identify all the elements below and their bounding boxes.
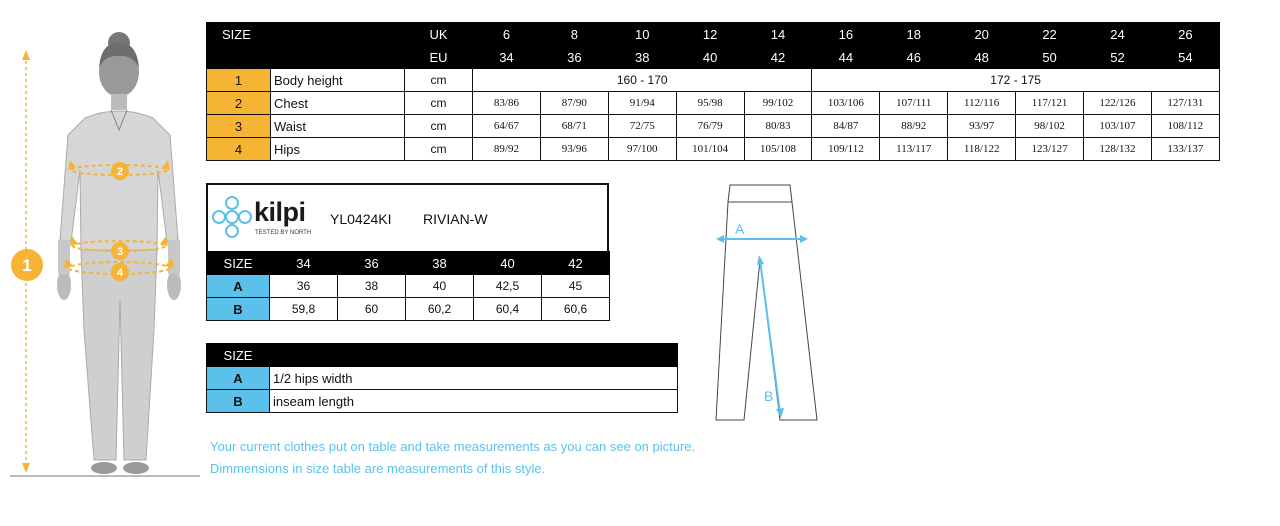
table-cell: 133/137: [1151, 138, 1219, 161]
brand-logo: kilpi: [254, 197, 306, 227]
uk-size: 24: [1084, 23, 1152, 46]
table-cell: 91/94: [608, 92, 676, 115]
uk-size-row: [207, 23, 1220, 46]
table-cell: 99/102: [744, 92, 812, 115]
table-cell: 80/83: [744, 115, 812, 138]
height-marker-1: [10, 248, 44, 282]
eu-size: 42: [744, 46, 812, 69]
eu-size: 50: [1016, 46, 1084, 69]
hips-row: [207, 138, 1220, 161]
eu-size: 54: [1151, 46, 1219, 69]
uk-size: 10: [608, 23, 676, 46]
eu-size: 46: [880, 46, 948, 69]
body-height-row: [207, 69, 1220, 92]
row-number: 2: [207, 92, 271, 115]
table-cell: 105/108: [744, 138, 812, 161]
product-row-b: [207, 298, 610, 321]
svg-text:4: 4: [116, 267, 124, 279]
eu-size: 34: [473, 46, 541, 69]
eu-size: 36: [540, 46, 608, 69]
hips-marker-4: [110, 262, 130, 282]
header-spacer: [270, 344, 678, 367]
table-cell: 103/107: [1084, 115, 1152, 138]
pants-label-b: B: [764, 388, 774, 404]
legend-row-b: [207, 390, 678, 413]
svg-text:1: 1: [22, 256, 32, 275]
product-size: 42: [542, 252, 610, 275]
table-cell: 128/132: [1084, 138, 1152, 161]
size-table-note: Dimmensions in size table are measurements of this style.: [210, 461, 546, 476]
row-label: A: [207, 367, 270, 390]
table-cell: 72/75: [608, 115, 676, 138]
svg-text:3: 3: [116, 246, 124, 258]
eu-label: EU: [405, 46, 473, 69]
product-name: RIVIAN-W: [423, 211, 488, 227]
row-number: 1: [207, 69, 271, 92]
table-cell: 68/71: [540, 115, 608, 138]
table-cell: 45: [542, 275, 610, 298]
pants-diagram: [700, 180, 825, 430]
table-cell: 60,6: [542, 298, 610, 321]
product-size: 40: [474, 252, 542, 275]
waist-marker-3: [110, 241, 130, 261]
size-header: SIZE: [207, 252, 270, 275]
table-cell: 101/104: [676, 138, 744, 161]
row-label: B: [207, 390, 270, 413]
table-cell: 59,8: [270, 298, 338, 321]
table-cell: 64/67: [473, 115, 541, 138]
uk-size: 20: [948, 23, 1016, 46]
row-label: Hips: [271, 138, 405, 161]
table-cell: 95/98: [676, 92, 744, 115]
table-cell: 109/112: [812, 138, 880, 161]
eu-size: 40: [676, 46, 744, 69]
row-unit: cm: [405, 115, 473, 138]
uk-size: 14: [744, 23, 812, 46]
product-row-a: [207, 275, 610, 298]
eu-size: 38: [608, 46, 676, 69]
header-spacer: [207, 46, 271, 69]
table-cell: 93/96: [540, 138, 608, 161]
kilpi-knot-logo-icon: [212, 195, 252, 239]
row-label: B: [207, 298, 270, 321]
table-cell: 98/102: [1016, 115, 1084, 138]
table-cell: 107/111: [880, 92, 948, 115]
uk-size: 6: [473, 23, 541, 46]
table-cell: 87/90: [540, 92, 608, 115]
eu-size-row: [207, 46, 1220, 69]
eu-size: 48: [948, 46, 1016, 69]
product-size-header-row: [207, 252, 610, 275]
product-code: YL0424KI: [330, 211, 392, 227]
row-unit: cm: [405, 92, 473, 115]
size-header: SIZE: [207, 23, 271, 46]
uk-size: 26: [1151, 23, 1219, 46]
product-size: 34: [270, 252, 338, 275]
chest-row: [207, 92, 1220, 115]
measurement-instruction: Your current clothes put on table and take measurements as you can see on picture.: [210, 439, 696, 454]
uk-size: 22: [1016, 23, 1084, 46]
table-cell: 113/117: [880, 138, 948, 161]
table-cell: 123/127: [1016, 138, 1084, 161]
table-cell: 93/97: [948, 115, 1016, 138]
legend-header-row: [207, 344, 678, 367]
brand-tagline: TESTED BY NORTH: [255, 230, 312, 236]
table-cell: 83/86: [473, 92, 541, 115]
body-measurement-figure: [0, 0, 205, 526]
table-cell: 60: [338, 298, 406, 321]
table-cell: 84/87: [812, 115, 880, 138]
table-cell: 40: [406, 275, 474, 298]
table-cell: 76/79: [676, 115, 744, 138]
row-label: Waist: [271, 115, 405, 138]
measurement-legend-table: [206, 343, 678, 413]
chest-marker-2: [110, 161, 130, 181]
uk-size: 18: [880, 23, 948, 46]
table-cell: 112/116: [948, 92, 1016, 115]
waist-row: [207, 115, 1220, 138]
row-label: Chest: [271, 92, 405, 115]
uk-size: 12: [676, 23, 744, 46]
row-label: Body height: [271, 69, 405, 92]
uk-size: 8: [540, 23, 608, 46]
uk-label: UK: [405, 23, 473, 46]
table-cell: 89/92: [473, 138, 541, 161]
height-range: 172 - 175: [812, 69, 1219, 92]
height-range: 160 - 170: [473, 69, 812, 92]
product-measure-table: [206, 251, 610, 321]
row-unit: cm: [405, 138, 473, 161]
row-label: A: [207, 275, 270, 298]
table-cell: 36: [270, 275, 338, 298]
product-size: 38: [406, 252, 474, 275]
size-header: SIZE: [207, 344, 270, 367]
table-cell: 38: [338, 275, 406, 298]
table-cell: 117/121: [1016, 92, 1084, 115]
table-cell: 127/131: [1151, 92, 1219, 115]
svg-text:2: 2: [116, 166, 124, 178]
table-cell: 60,4: [474, 298, 542, 321]
eu-size: 52: [1084, 46, 1152, 69]
table-cell: 97/100: [608, 138, 676, 161]
body-size-table: [206, 22, 1220, 161]
eu-size: 44: [812, 46, 880, 69]
table-cell: 118/122: [948, 138, 1016, 161]
table-cell: 42,5: [474, 275, 542, 298]
table-cell: 122/126: [1084, 92, 1152, 115]
row-number: 3: [207, 115, 271, 138]
table-cell: 108/112: [1151, 115, 1219, 138]
product-size: 36: [338, 252, 406, 275]
table-cell: 88/92: [880, 115, 948, 138]
product-header: [206, 183, 609, 251]
pants-label-a: A: [735, 221, 745, 237]
uk-size: 16: [812, 23, 880, 46]
row-number: 4: [207, 138, 271, 161]
legend-description: 1/2 hips width: [270, 367, 678, 390]
legend-description: inseam length: [270, 390, 678, 413]
legend-row-a: [207, 367, 678, 390]
header-spacer: [271, 46, 405, 69]
table-cell: 60,2: [406, 298, 474, 321]
row-unit: cm: [405, 69, 473, 92]
header-spacer: [271, 23, 405, 46]
table-cell: 103/106: [812, 92, 880, 115]
